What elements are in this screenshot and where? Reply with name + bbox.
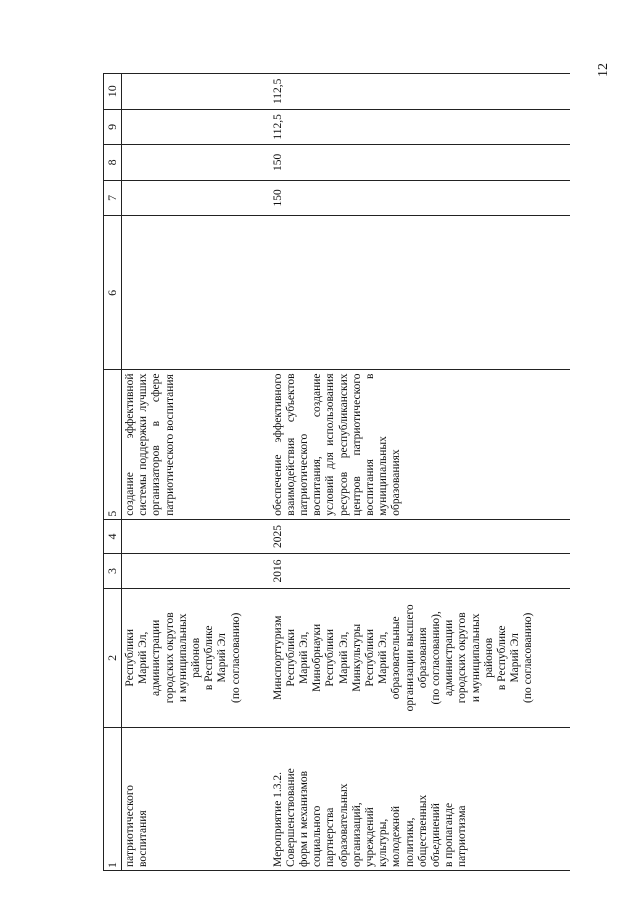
- cell-name: патриотического воспитания: [122, 727, 270, 870]
- cell-result: обеспечение эффективного взаимодействия субъектов патриотического воспитания, создание условий для использования ресурсов республиканских центров патриотического воспитания в муниципальных образованиях: [270, 370, 570, 519]
- cell-result: создание эффективной системы поддержки лучших организаторов в сфере патриотического воспитания: [122, 370, 270, 519]
- page-number: 12: [596, 63, 611, 77]
- header-col-6: 6: [104, 216, 122, 370]
- cell-col-9: [122, 109, 270, 145]
- cell-end-year: 2025: [270, 519, 570, 554]
- program-table: [103, 73, 570, 871]
- header-col-8: 8: [104, 145, 122, 181]
- cell-executor: Минспорттуризм Республики Марий Эл, Минобрнауки Республики Марий Эл, Минкультуры Республики Марий Эл, образовательные организации высшего образования (по согласованию), администрации городских округов и муниципальных районов в Республике Марий Эл (по согласованию): [270, 588, 570, 727]
- cell-col-9: 112,5: [270, 109, 570, 145]
- cell-col-7: 150: [270, 180, 570, 216]
- cell-col-6: [122, 216, 270, 370]
- cell-col-10: 112,5: [270, 74, 570, 110]
- cell-col-7: [122, 180, 270, 216]
- header-col-9: 9: [104, 109, 122, 145]
- table-row: [122, 74, 270, 871]
- cell-col-8: [122, 145, 270, 181]
- cell-name: Мероприятие 1.3.2. Совершенствование форм и механизмов социального партнерства образовательных организаций, учреждений культуры, молодежной политики, общественных объединений в пропаганде патриотизма: [270, 727, 570, 870]
- header-col-4: 4: [104, 519, 122, 554]
- cell-start-year: 2016: [270, 554, 570, 589]
- header-col-7: 7: [104, 180, 122, 216]
- header-col-3: 3: [104, 554, 122, 589]
- cell-start-year: [122, 554, 270, 589]
- header-row: [104, 74, 122, 871]
- cell-col-10: [122, 74, 270, 110]
- cell-executor: Республики Марий Эл, администрации городских округов и муниципальных районов в Республике Марий Эл (по согласованию): [122, 588, 270, 727]
- header-col-10: 10: [104, 74, 122, 110]
- cell-col-8: 150: [270, 145, 570, 181]
- cell-col-6: [270, 216, 570, 370]
- cell-end-year: [122, 519, 270, 554]
- header-col-2: 2: [104, 588, 122, 727]
- table-row: [270, 74, 570, 871]
- header-col-1: 1: [104, 727, 122, 870]
- header-col-5: 5: [104, 370, 122, 519]
